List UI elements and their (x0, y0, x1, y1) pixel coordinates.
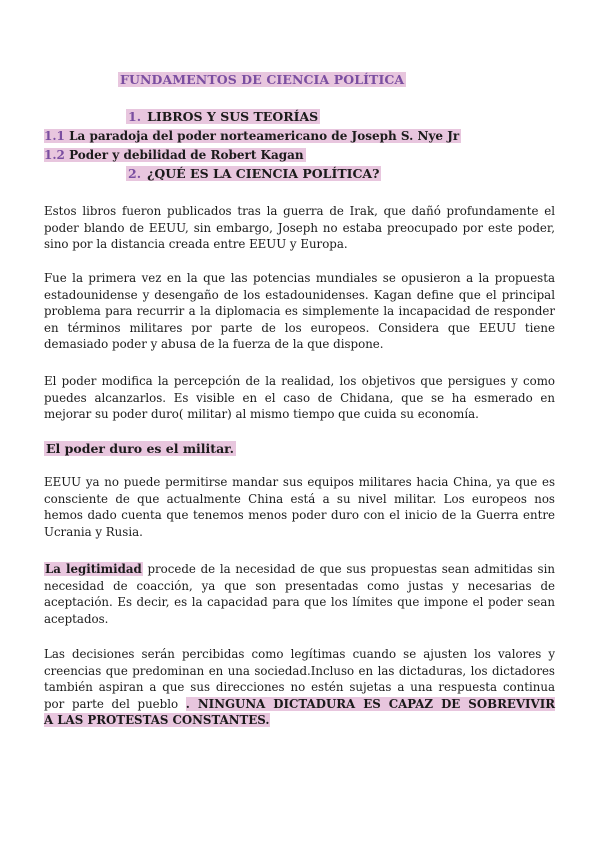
text-line (44, 561, 555, 578)
text-line: Estos libros fueron publicados tras la guerra de Irak, que dañó profundamente el (44, 204, 555, 218)
text-line: en términos militares por parte de los europeos. Considera que EEUU tiene (44, 320, 555, 335)
subsection-label: La paradoja del poder norteamericano de Joseph S. Nye Jr (69, 129, 460, 143)
text-fragment: por parte del pueblo (44, 696, 179, 711)
section-heading-2 (126, 166, 381, 181)
subsection-1-2 (44, 148, 306, 162)
subsection-number: 1.1 (44, 129, 65, 143)
section-number: 1. (128, 109, 142, 124)
text-line: aceptados. (44, 611, 109, 626)
paragraph-4 (44, 474, 555, 540)
paragraph-6 (44, 646, 555, 729)
paragraph-2 (44, 270, 555, 353)
section-heading-1 (126, 109, 320, 124)
text-line: mejorar su poder duro( militar) al mismo tiempo que cuida su economía. (44, 407, 479, 422)
text-line: problema para recurrir a la diplomacia es simplemente la incapacidad de responder (44, 304, 555, 319)
text-line: puedes alcanzarlos. Es visible en el caso de Chidana, que se ha esmerado en (44, 390, 555, 405)
text-line: EEUU ya no puede permitirse mandar sus equipos militares hacia China, ya que es (44, 475, 555, 489)
heading-hard-power: El poder duro es el militar. (46, 441, 234, 456)
text-line: hemos dado cuenta que tenemos menos poder duro con el inicio de la Guerra entre (44, 508, 555, 523)
text-line: estadounidense y desengaño de los estadounidenses. Kagan define que el principal (44, 287, 555, 302)
text-line: Ucrania y Rusia. (44, 524, 143, 539)
text-line (44, 696, 555, 713)
highlighted-statement: . NINGUNA DICTADURA ES CAPAZ DE SOBREVIVIR (185, 696, 556, 711)
highlighted-term: La legitimidad (45, 562, 142, 576)
text-line: demasiado poder y abusa de la fuerza de la que dispone. (44, 337, 384, 352)
text-line (44, 712, 555, 729)
section-number: 2. (128, 166, 142, 181)
text-line: Fue la primera vez en la que las potencias mundiales se opusieron a la propuesta (44, 271, 555, 285)
text-line: sino por la distancia creada entre EEUU y Europa. (44, 237, 348, 252)
paragraph-1 (44, 203, 555, 253)
section-label: ¿QUÉ ES LA CIENCIA POLÍTICA? (147, 166, 380, 181)
paragraph-5 (44, 561, 555, 627)
highlighted-statement: A LAS PROTESTAS CONSTANTES. (44, 713, 270, 728)
text-line: también aspiran a que sus direcciones no estén sujetas a una respuesta continua (44, 680, 555, 695)
subsection-label: Poder y debilidad de Robert Kagan (69, 148, 304, 162)
document-title: FUNDAMENTOS DE CIENCIA POLÍTICA (120, 72, 405, 87)
text-line: El poder modifica la percepción de la realidad, los objetivos que persigues y como (44, 374, 555, 388)
text-line: aceptación. Es decir, es la capacidad para que los límites que impone el poder sean (44, 595, 555, 610)
text-line: poder blando de EEUU, sin embargo, Joseph no estaba preocupado por este poder, (44, 220, 555, 235)
section-label: LIBROS Y SUS TEORÍAS (147, 109, 319, 124)
text-line: creencias que predominan en una sociedad.Incluso en las dictaduras, los dictadores (44, 663, 555, 678)
subsection-1-1 (44, 129, 461, 143)
text-line: consciente de que actualmente China está a su nivel militar. Los europeos nos (44, 491, 555, 506)
text-fragment: procede de la necesidad de que sus propuestas sean admitidas sin (142, 562, 555, 576)
text-line: necesidad de coacción, ya que son presentadas como justas y necesarias de (44, 578, 555, 593)
text-line: Las decisiones serán percibidas como legítimas cuando se ajusten los valores y (44, 647, 555, 661)
subsection-number: 1.2 (44, 148, 65, 162)
paragraph-3 (44, 373, 555, 423)
